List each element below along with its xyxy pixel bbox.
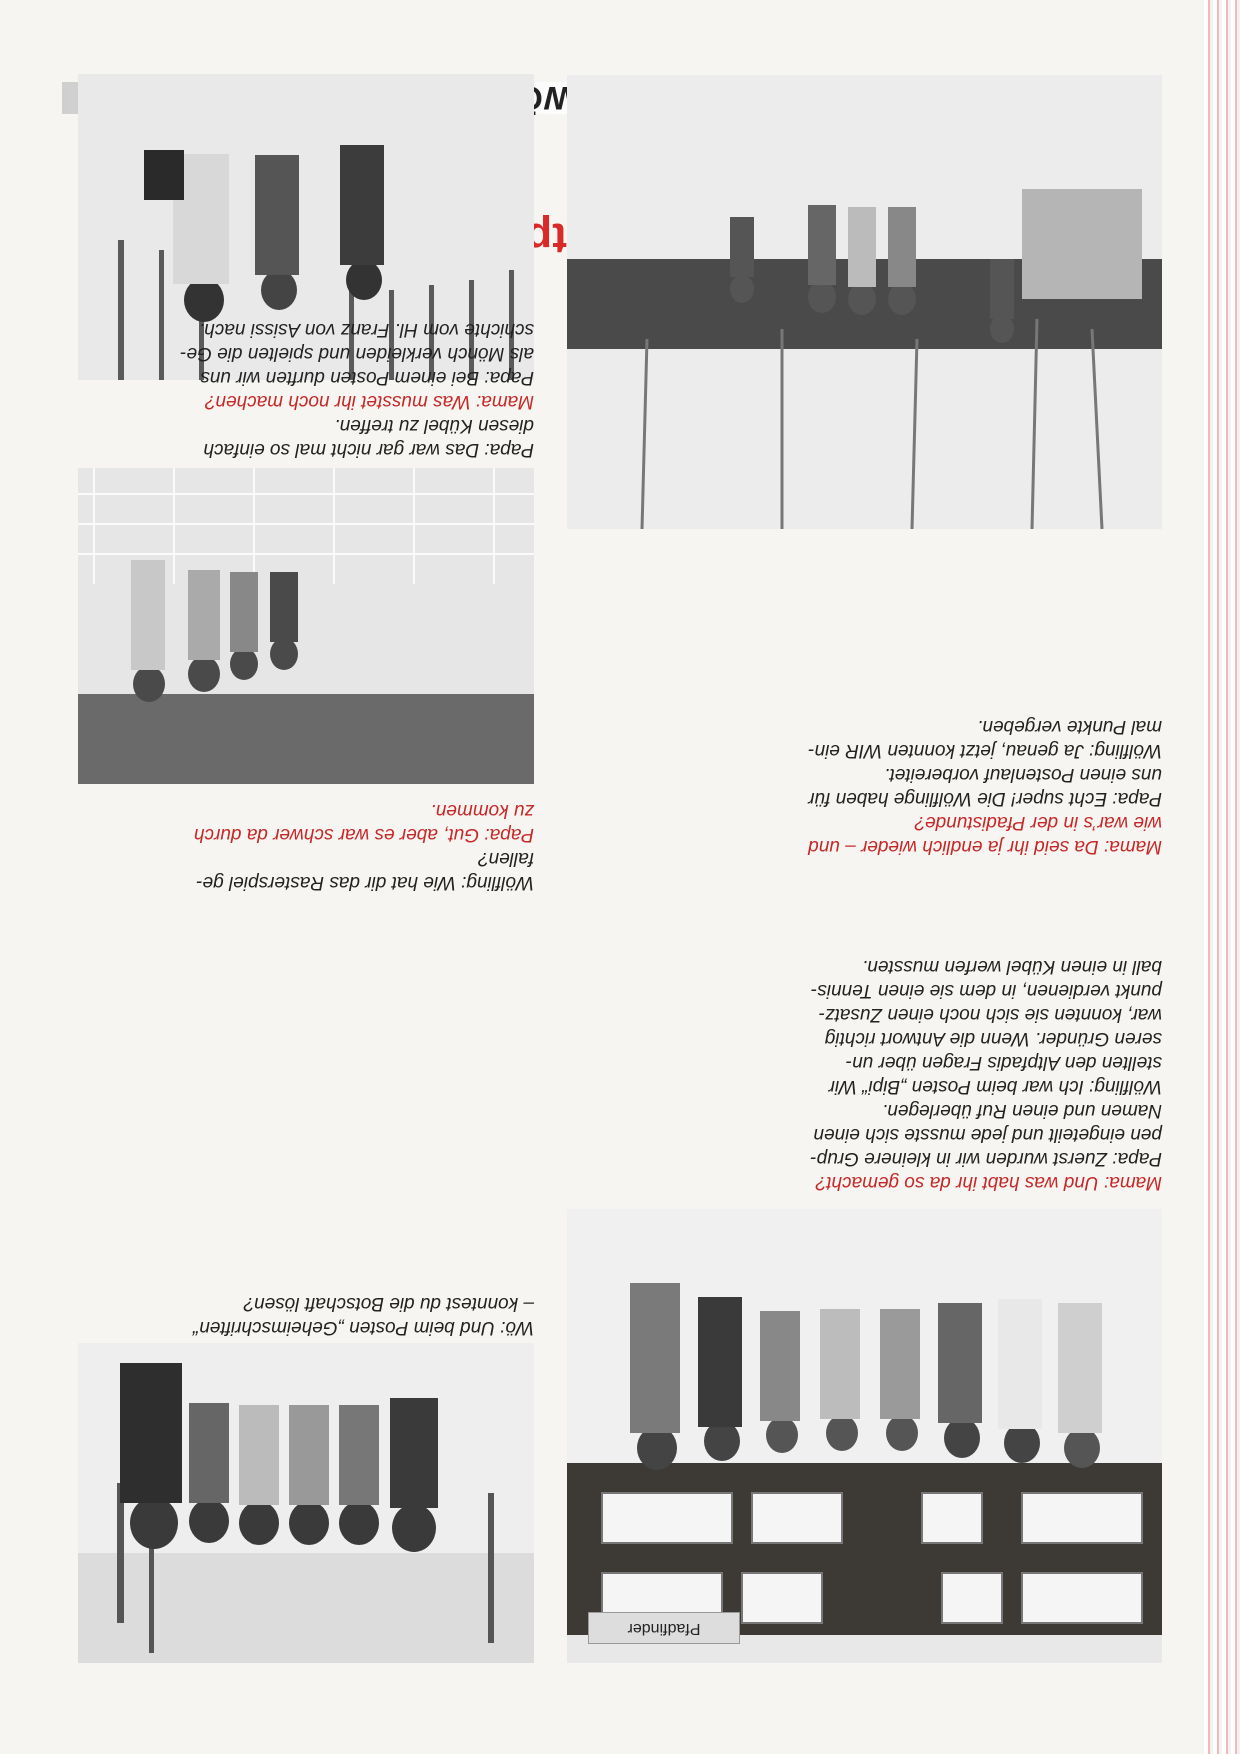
text-line: uns einen Postenlauf vorbereitet.: [884, 764, 1162, 785]
text-line: seren Gründer. Wenn die Antwort richtig: [824, 1028, 1162, 1049]
text-line: Wölfling: Ich war beim Posten „Bipi“ Wir: [828, 1076, 1162, 1097]
text-line: Papa: Gut, aber es war schwer da durch: [193, 824, 534, 845]
text-grid-game: [78, 798, 534, 894]
text-secret-writing: [78, 1291, 534, 1339]
text-line: als Mönch verkleiden und spielten die Ge-: [180, 343, 534, 364]
text-line: Papa: Echt super! Die Wölflinge haben für: [808, 788, 1162, 809]
text-line: Mama: Da seid ihr ja endlich wieder – und: [808, 836, 1162, 857]
text-line: pen eingeteilt und jede musste sich einen: [813, 1124, 1162, 1145]
text-line: zu kommen.: [430, 800, 534, 821]
text-line: Wölfling: Ja genau, jetzt konnten WIR ein-: [808, 740, 1162, 761]
text-line: ball in einen Kübel werfen mussten.: [862, 956, 1162, 977]
text-line: mal Punkte vergeben.: [977, 716, 1162, 737]
page-edge: [1202, 0, 1240, 1754]
text-line: punkt verdienen, in dem sie einen Tennis-: [810, 980, 1162, 1001]
text-line: Papa: Bei einem Posten durften wir uns: [200, 367, 534, 388]
text-line: war, konnten sie sich noch einen Zusatz-: [818, 1004, 1162, 1025]
section-title: WÖ: [62, 82, 582, 114]
text-line: – konntest du die Botschaft lösen?: [243, 1293, 534, 1314]
building-sign: Pfadfinder: [588, 1612, 740, 1644]
photo-scout-house-group: [567, 1209, 1162, 1663]
text-line: Papa: Zuerst wurden wir in kleinere Grup-: [810, 1148, 1162, 1169]
text-line: schichte vom Hl. Franz von Asissi nach.: [198, 319, 534, 340]
photo-grid-game: [78, 468, 534, 784]
text-line: wie war’s in der Pfadistunde?: [914, 812, 1162, 833]
text-line: stellten den Altpfadis Fragen über un-: [845, 1052, 1162, 1073]
text-line: Papa: Das war gar nicht mal so einfach: [203, 439, 534, 460]
text-line: Wölfling: Wie hat dir das Rasterspiel ge-: [196, 872, 534, 893]
text-intro-dialogue: [567, 714, 1162, 858]
text-line: Mama: Was musstet ihr noch machen?: [204, 391, 534, 412]
text-line: Namen und einen Ruf überlegen.: [882, 1100, 1162, 1121]
text-line: Wö: Und beim Posten „Geheimschriften“: [192, 1317, 534, 1338]
photo-forest-path: [567, 75, 1162, 529]
text-line: fallen?: [478, 848, 534, 869]
photo-monk-group: [78, 1343, 534, 1663]
text-activities-dialogue: [567, 954, 1162, 1194]
text-line: diesen Kübel zu treffen.: [334, 415, 534, 436]
text-line: Mama: Und was habt ihr da so gemacht?: [815, 1172, 1162, 1193]
text-monk-post: [78, 317, 534, 461]
